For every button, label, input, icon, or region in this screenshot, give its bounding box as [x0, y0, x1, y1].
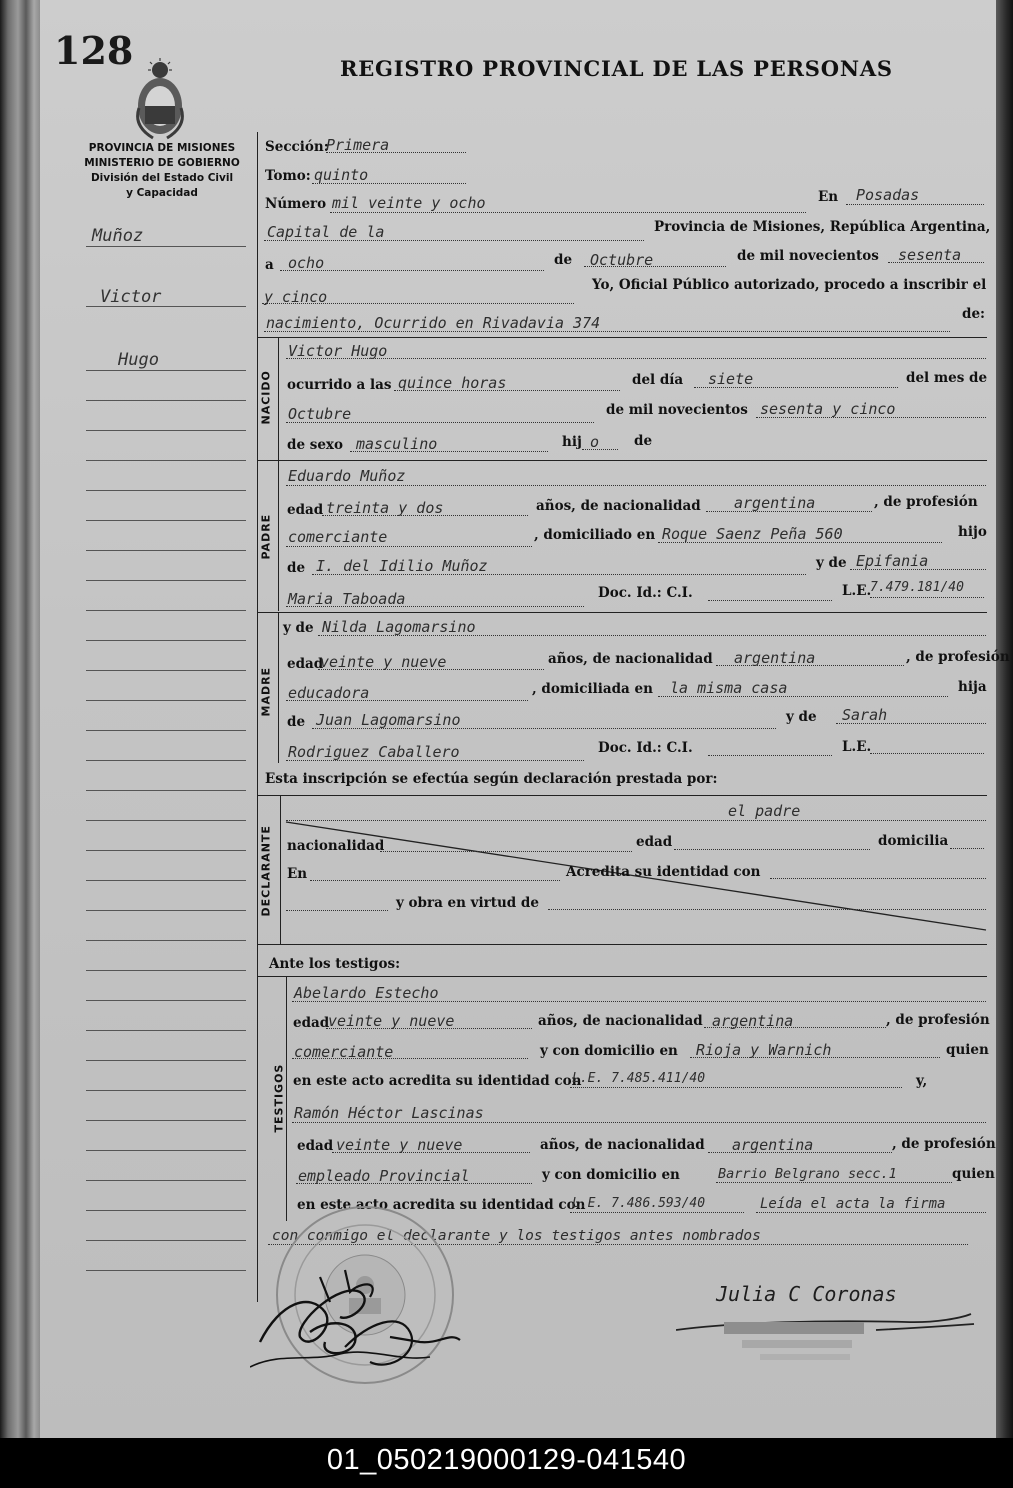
testigos-top-rule [257, 976, 987, 977]
padre-profesion-value: comerciante [288, 528, 388, 546]
testigo-1-nacionalidad-value: argentina [712, 1012, 794, 1030]
madre-de-label: de [287, 714, 306, 730]
seccion-label: Sección: [265, 139, 329, 155]
en-value: Posadas [856, 186, 920, 204]
nacido-anio-value: sesenta y cinco [760, 400, 896, 418]
testigo-1-domicilio-dots [690, 1057, 940, 1058]
scan-footer [0, 1438, 1013, 1488]
padre-de-label: de [287, 560, 306, 576]
testigo-1-edad-label: edad [293, 1015, 330, 1031]
testigo-1-profesion-label: , de profesión [886, 1012, 990, 1028]
abuelo-materno-dots [312, 728, 776, 729]
margin-nombre-1: Victor [100, 287, 162, 307]
padre-domicilio-value: Roque Saenz Peña 560 [662, 525, 843, 543]
capital-dots [264, 240, 644, 241]
padre-edad-label: edad [287, 502, 324, 518]
acredita-label: Acredita su identidad con [566, 864, 761, 880]
abuelo-paterno-dots [312, 574, 806, 575]
nacido-de-mil-label: de mil novecientos [606, 402, 748, 418]
declarante-blank-dots [286, 910, 388, 911]
de-colon-label: de: [962, 306, 986, 322]
madre-hija-label: hija [958, 679, 987, 695]
padre-le-value: 7.479.181/40 [870, 580, 964, 595]
testigo-1-edad-value: veinte y nueve [328, 1012, 455, 1030]
testigo-1-anos-label: años, de nacionalidad [538, 1013, 703, 1029]
nacido-top-rule [257, 337, 987, 338]
abuelo-materno-value: Juan Lagomarsino [316, 711, 461, 729]
testigo-2-domicilio-value: Barrio Belgrano secc.1 [718, 1166, 897, 1182]
madre-le-dots [870, 753, 984, 754]
abuelo-paterno-value: I. del Idilio Muñoz [316, 557, 488, 575]
tomo-dots [312, 183, 466, 184]
en-label: En [818, 189, 839, 205]
anio-inscripcion-1-value: sesenta [898, 246, 962, 264]
padre-nacionalidad-dots [706, 511, 872, 512]
testigo-2-profesion-label: , de profesión [892, 1136, 996, 1152]
padre-hijo-label: hijo [958, 524, 987, 540]
seccion-dots [326, 152, 466, 153]
nacido-nombre-dots [286, 358, 986, 359]
testigo-1-documento-value: L.E. 7.485.411/40 [572, 1071, 706, 1086]
testigo-1-profesion-dots [292, 1058, 528, 1059]
en-dots [846, 204, 984, 205]
testigo-2-anos-label: años, de nacionalidad [540, 1137, 705, 1153]
madre-edad-label: edad [287, 656, 324, 672]
testigos-section-label: TESTIGOS [272, 1063, 286, 1133]
nacido-mes-dots [286, 422, 594, 423]
seccion-value: Primera [326, 136, 390, 154]
de-sexo-label: de sexo [287, 437, 343, 453]
nacido-de-label: de [634, 433, 653, 449]
testigo-1-domicilio-value: Rioja y Warnich [696, 1041, 832, 1059]
testigo-2-domicilio-dots [716, 1182, 952, 1183]
testigo-2-edad-value: veinte y nueve [336, 1136, 463, 1154]
madre-section-label: MADRE [259, 666, 273, 717]
declarante-bottom-rule [257, 944, 987, 945]
a-label: a [265, 257, 274, 273]
margin-apellido: Muñoz [92, 226, 144, 246]
nacido-hora-value: quince horas [398, 374, 507, 392]
madre-profesion-label: , de profesión [906, 649, 1010, 665]
testigo-y-label: y, [916, 1073, 928, 1089]
scan-id: 01_050219000129-041540 [326, 1444, 687, 1476]
page-number: 128 [54, 28, 134, 73]
argentina-coat-of-arms-icon [131, 58, 189, 142]
testigo-2-nombre-value: Ramón Héctor Lascinas [294, 1104, 484, 1122]
nacido-sexo-dots [350, 451, 548, 452]
nacido-mes-value: Octubre [288, 405, 352, 423]
del-mes-label: del mes de [906, 370, 988, 386]
inscripcion-dots [264, 331, 950, 332]
tomo-label: Tomo: [265, 168, 311, 184]
padre-y-de-label: y de [816, 555, 847, 571]
declarante-en-label: En [287, 866, 308, 882]
testigo-1-acredita-label: en este acto acredita su identidad con [293, 1073, 582, 1089]
ocurrido-label: ocurrido a las [287, 377, 392, 393]
testigo-1-documento-dots [570, 1087, 902, 1088]
padre-edad-value: treinta y dos [326, 499, 444, 517]
madre-anos-label: años, de nacionalidad [548, 651, 713, 667]
madre-profesion-value: educadora [288, 684, 370, 702]
oficial-label: Yo, Oficial Público autorizado, procedo a inscribir el [592, 277, 987, 293]
padre-nombre-dots [286, 485, 986, 486]
declarante-nacionalidad-dots [380, 851, 632, 852]
madre-y-de-label: y de [283, 620, 314, 636]
nacido-hora-dots [394, 390, 620, 391]
padre-nacionalidad-value: argentina [734, 494, 816, 512]
nacido-dia-value: siete [708, 370, 754, 388]
madre-doc-label: Doc. Id.: C.I. [598, 740, 693, 756]
declarante-section-label: DECLARANTE [259, 825, 273, 917]
madre-inner-rule [278, 613, 279, 763]
declarante-value: el padre [728, 802, 801, 820]
nacido-section-label: NACIDO [259, 370, 273, 425]
cierre-linea-1: Leída el acta la firma [760, 1196, 946, 1212]
nacido-anio-dots [756, 417, 986, 418]
inscripcion-value: nacimiento, Ocurrido en Rivadavia 374 [266, 314, 601, 332]
abuela-paterna-dots [850, 569, 986, 570]
abuela-materna-2-dots [286, 760, 584, 761]
y-obra-label: y obra en virtud de [396, 895, 539, 911]
y-obra-dots [548, 909, 986, 910]
ministerio-label: MINISTERIO DE GOBIERNO [84, 157, 240, 169]
testigo-2-profesion-dots [296, 1183, 532, 1184]
numero-label: Número [265, 196, 327, 212]
declarante-domicilia-label: domicilia [878, 833, 949, 849]
dia-inscripcion-dots [280, 270, 544, 271]
division-label: División del Estado Civil [90, 172, 234, 184]
numero-value: mil veinte y ocho [332, 194, 486, 212]
anio-inscripcion-1-dots [888, 262, 984, 263]
padre-anos-label: años, de nacionalidad [536, 498, 701, 514]
madre-top-rule [257, 612, 987, 613]
abuela-materna-value: Sarah [842, 706, 888, 724]
abuela-paterna-2-dots [286, 606, 584, 607]
abuela-materna-dots [836, 723, 986, 724]
nacido-dia-dots [694, 387, 898, 388]
ante-testigos-label: Ante los testigos: [269, 956, 401, 972]
declarante-domicilia-dots [950, 848, 984, 849]
testigo-2-documento-dots [570, 1212, 744, 1213]
inscripcion-declaracion-label: Esta inscripción se efectúa según declaración prestada por: [265, 771, 718, 787]
testigo-2-edad-dots [332, 1152, 530, 1153]
testigo-2-quien-label: quien [952, 1166, 995, 1182]
page-right-edge [996, 0, 1013, 1438]
padre-le-dots [870, 597, 984, 598]
del-dia-label: del día [632, 372, 684, 388]
madre-y-de-2-label: y de [786, 709, 817, 725]
madre-le-label: L.E. [842, 739, 872, 755]
abuela-materna-2-value: Rodriguez Caballero [288, 743, 460, 761]
declarante-edad-label: edad [636, 834, 673, 850]
padre-doc-ci-dots [708, 600, 832, 601]
madre-domicilio-value: la misma casa [670, 679, 788, 697]
padre-top-rule [257, 460, 987, 461]
declarante-en-dots [310, 880, 560, 881]
madre-doc-ci-dots [708, 755, 832, 756]
anio-inscripcion-2-value: y cinco [264, 288, 328, 306]
padre-profesion-label: , de profesión [874, 494, 978, 510]
nacido-sexo-value: masculino [356, 435, 438, 453]
testigo-1-profesion-value: comerciante [294, 1043, 394, 1061]
testigo-1-nombre-value: Abelardo Estecho [294, 984, 439, 1002]
hij-o-value: o [590, 433, 600, 451]
declarante-inner-rule [280, 796, 281, 944]
madre-edad-dots [318, 669, 544, 670]
padre-profesion-dots [286, 546, 532, 547]
cierre-linea-1-dots [756, 1212, 986, 1213]
numero-dots [330, 212, 806, 213]
testigo-2-profesion-value: empleado Provincial [298, 1167, 470, 1185]
madre-domicilio-label: , domiciliada en [532, 681, 653, 697]
de-label: de [554, 252, 573, 268]
testigo-1-nacionalidad-dots [704, 1027, 886, 1028]
padre-le-label: L.E. [842, 583, 872, 599]
declarante-top-rule [257, 795, 987, 796]
oficial-signature: Julia C Coronas [716, 1282, 897, 1306]
oficial-name-stamp [720, 1318, 890, 1368]
book-binding-edge [0, 0, 44, 1438]
declarante-testigos-signatures [250, 1262, 480, 1392]
padre-inner-rule [278, 461, 279, 611]
madre-nombre-value: Nilda Lagomarsino [322, 618, 476, 636]
mes-inscripcion-value: Octubre [590, 251, 654, 269]
capacidad-label: y Capacidad [126, 187, 198, 199]
nacido-inner-rule [278, 338, 279, 460]
testigo-1-quien-label: quien [946, 1042, 989, 1058]
mes-inscripcion-dots [584, 266, 726, 267]
document-title: REGISTRO PROVINCIAL DE LAS PERSONAS [340, 56, 893, 81]
testigo-2-documento-value: L.E. 7.486.593/40 [572, 1196, 706, 1211]
hij-o-dots [582, 449, 618, 450]
testigo-2-acredita-label: en este acto acredita su identidad con [297, 1197, 586, 1213]
tomo-value: quinto [314, 166, 369, 184]
issuing-office [72, 141, 252, 201]
madre-nacionalidad-dots [716, 665, 904, 666]
padre-doc-label: Doc. Id.: C.I. [598, 585, 693, 601]
declarante-nacionalidad-label: nacionalidad [287, 838, 385, 854]
hij-label: hij [562, 434, 582, 450]
testigo-1-domicilio-label: y con domicilio en [540, 1043, 678, 1059]
testigo-2-domicilio-label: y con domicilio en [542, 1167, 680, 1183]
madre-nacionalidad-value: argentina [734, 649, 816, 667]
provincia-label: PROVINCIA DE MISIONES [88, 142, 236, 154]
abuela-paterna-2-value: Maria Taboada [288, 590, 406, 608]
capital-value: Capital de la [267, 223, 385, 241]
de-mil-label: de mil novecientos [737, 248, 879, 264]
testigo-2-nombre-dots [292, 1122, 986, 1123]
cierre-linea-2: con conmigo el declarante y los testigos antes nombrados [272, 1228, 761, 1244]
testigo-2-nacionalidad-value: argentina [732, 1136, 814, 1154]
provincia-republica-label: Provincia de Misiones, República Argentina, [654, 219, 991, 235]
madre-edad-value: veinte y nueve [320, 653, 447, 671]
testigo-2-nacionalidad-dots [708, 1152, 892, 1153]
testigo-2-edad-label: edad [297, 1138, 334, 1154]
padre-edad-dots [322, 515, 528, 516]
testigo-1-edad-dots [326, 1028, 532, 1029]
abuela-paterna-value: Epifania [856, 552, 929, 570]
testigo-1-nombre-dots [292, 1001, 986, 1002]
dia-inscripcion-value: ocho [288, 254, 325, 272]
nacido-nombre-value: Victor Hugo [288, 342, 388, 360]
declarante-edad-dots [674, 849, 870, 850]
margin-nombre-2: Hugo [118, 350, 159, 370]
madre-nombre-dots [318, 635, 986, 636]
padre-domicilio-label: , domiciliado en [534, 527, 656, 543]
anio-inscripcion-2-dots [262, 303, 574, 304]
acredita-dots [770, 878, 986, 879]
padre-nombre-value: Eduardo Muñoz [288, 467, 406, 485]
testigos-inner-rule [286, 977, 287, 1221]
padre-section-label: PADRE [259, 513, 273, 560]
main-frame-left-rule [257, 132, 258, 1302]
madre-profesion-dots [286, 700, 528, 701]
madre-domicilio-dots [658, 696, 948, 697]
padre-domicilio-dots [658, 542, 942, 543]
